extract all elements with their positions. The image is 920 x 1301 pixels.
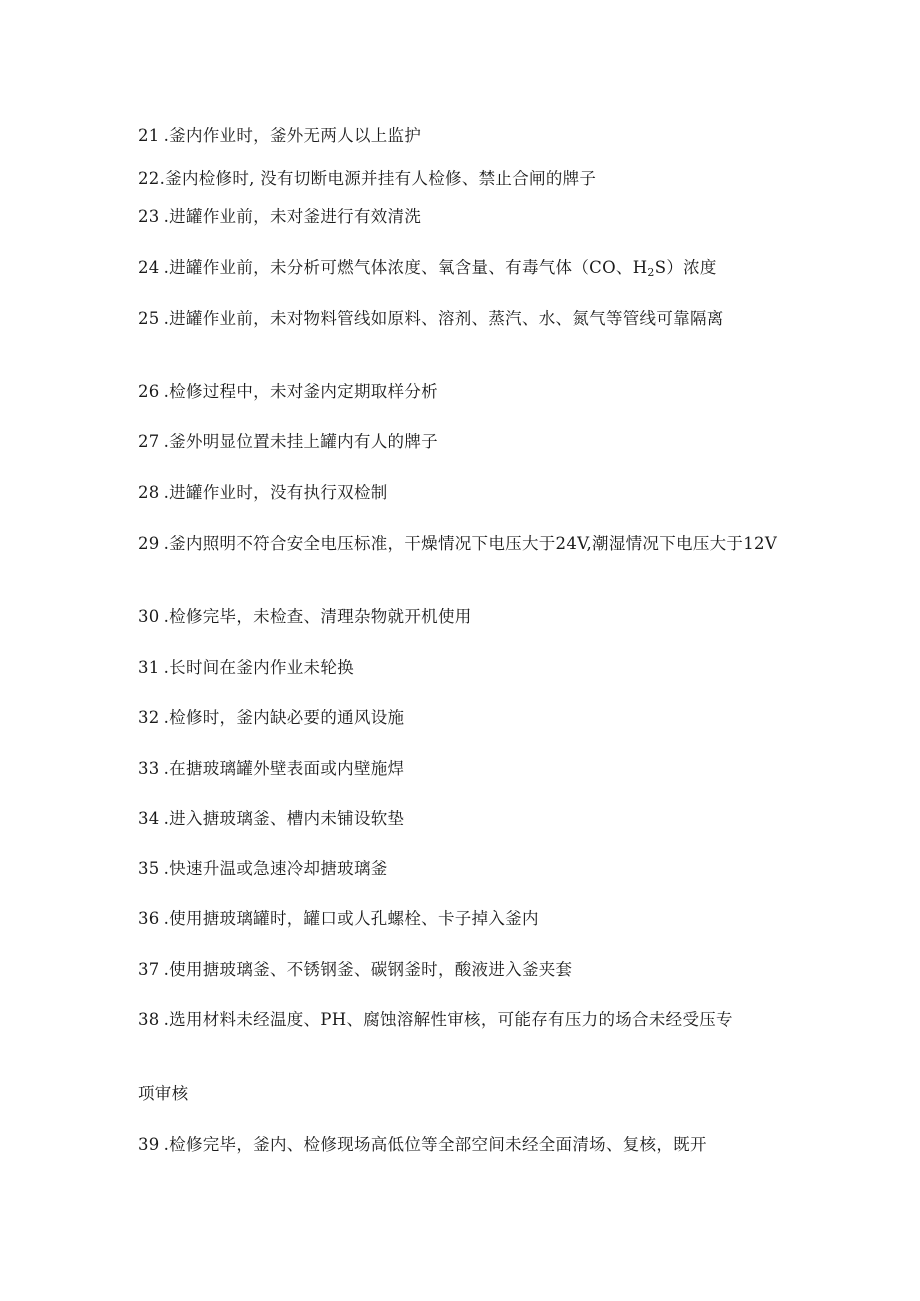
- list-item: [138, 757, 788, 781]
- item-text: .检修完毕，未检查、清理杂物就开机使用: [163, 607, 472, 626]
- list-item: [138, 605, 788, 629]
- item-number: 26: [138, 382, 160, 401]
- list-item: [138, 656, 788, 680]
- list-item: [138, 907, 788, 931]
- item-text: .进入搪玻璃釜、槽内未铺设软垫: [163, 809, 405, 828]
- item-number: 34: [138, 809, 160, 828]
- item-text: .进罐作业前，未分析可燃气体浓度、氧含量、有毒气体（CO、H: [163, 258, 648, 277]
- item-text: .使用搪玻璃罐时，罐口或人孔螺栓、卡子掉入釜内: [163, 909, 539, 928]
- list-item: [138, 307, 788, 331]
- item-text: .使用搪玻璃釜、不锈钢釜、碳钢釜时，酸液进入釜夹套: [163, 960, 573, 979]
- list-item-continuation: [138, 1082, 788, 1106]
- item-text: .检修完毕，釜内、检修现场高低位等全部空间未经全面清场、复核，既开: [163, 1135, 707, 1154]
- item-number: 24: [138, 258, 160, 277]
- item-text: .进罐作业时，没有执行双检制: [163, 483, 388, 502]
- item-text: 釜内检修时, 没有切断电源并挂有人检修、禁止合闸的牌子: [165, 169, 597, 188]
- list-item: [138, 1008, 788, 1032]
- item-number: 22.: [138, 169, 166, 188]
- list-item: [138, 430, 788, 454]
- list-item: [138, 380, 788, 404]
- item-number: 32: [138, 708, 160, 727]
- list-item: [138, 205, 788, 229]
- item-text: .进罐作业前，未对物料管线如原料、溶剂、蒸汽、水、氮气等管线可靠隔离: [163, 309, 724, 328]
- item-text: .釜外明显位置未挂上罐内有人的牌子: [163, 432, 438, 451]
- item-number: 21: [138, 126, 160, 145]
- list-item: [138, 167, 788, 191]
- list-item: [138, 532, 788, 556]
- item-text-tail: S）浓度: [654, 258, 717, 277]
- item-text: .釜内作业时，釜外无两人以上监护: [163, 126, 422, 145]
- item-number: 31: [138, 658, 160, 677]
- item-number: 35: [138, 859, 160, 878]
- item-text: .选用材料未经温度、PH、腐蚀溶解性审核，可能存有压力的场合未经受压专: [163, 1010, 733, 1029]
- item-text: .釜内照明不符合安全电压标准，干燥情况下电压大于24V,潮湿情况下电压大于12V: [163, 534, 778, 553]
- item-text: .检修过程中，未对釜内定期取样分析: [163, 382, 438, 401]
- item-text: .快速升温或急速冷却搪玻璃釜: [163, 859, 388, 878]
- list-item: [138, 857, 788, 881]
- item-number: 36: [138, 909, 160, 928]
- item-text: .长时间在釜内作业未轮换: [163, 658, 354, 677]
- item-number: 23: [138, 207, 160, 226]
- list-item: [138, 256, 788, 285]
- list-item: [138, 958, 788, 982]
- item-number: 37: [138, 960, 160, 979]
- subscript: 2: [647, 266, 655, 279]
- item-number: 30: [138, 607, 160, 626]
- item-number: 29: [138, 534, 160, 553]
- item-number: 28: [138, 483, 160, 502]
- item-number: 25: [138, 309, 160, 328]
- item-text: .在搪玻璃罐外壁表面或内壁施焊: [163, 759, 405, 778]
- list-item: [138, 1133, 788, 1157]
- list-item: [138, 807, 788, 831]
- item-text: .进罐作业前，未对釜进行有效清洗: [163, 207, 422, 226]
- list-item: [138, 481, 788, 505]
- item-number: 38: [138, 1010, 160, 1029]
- item-number: 33: [138, 759, 160, 778]
- item-text: 项审核: [138, 1084, 189, 1103]
- item-number: 27: [138, 432, 160, 451]
- list-item: [138, 706, 788, 730]
- list-item: [138, 124, 788, 148]
- item-text: .检修时，釜内缺必要的通风设施: [163, 708, 405, 727]
- item-number: 39: [138, 1135, 160, 1154]
